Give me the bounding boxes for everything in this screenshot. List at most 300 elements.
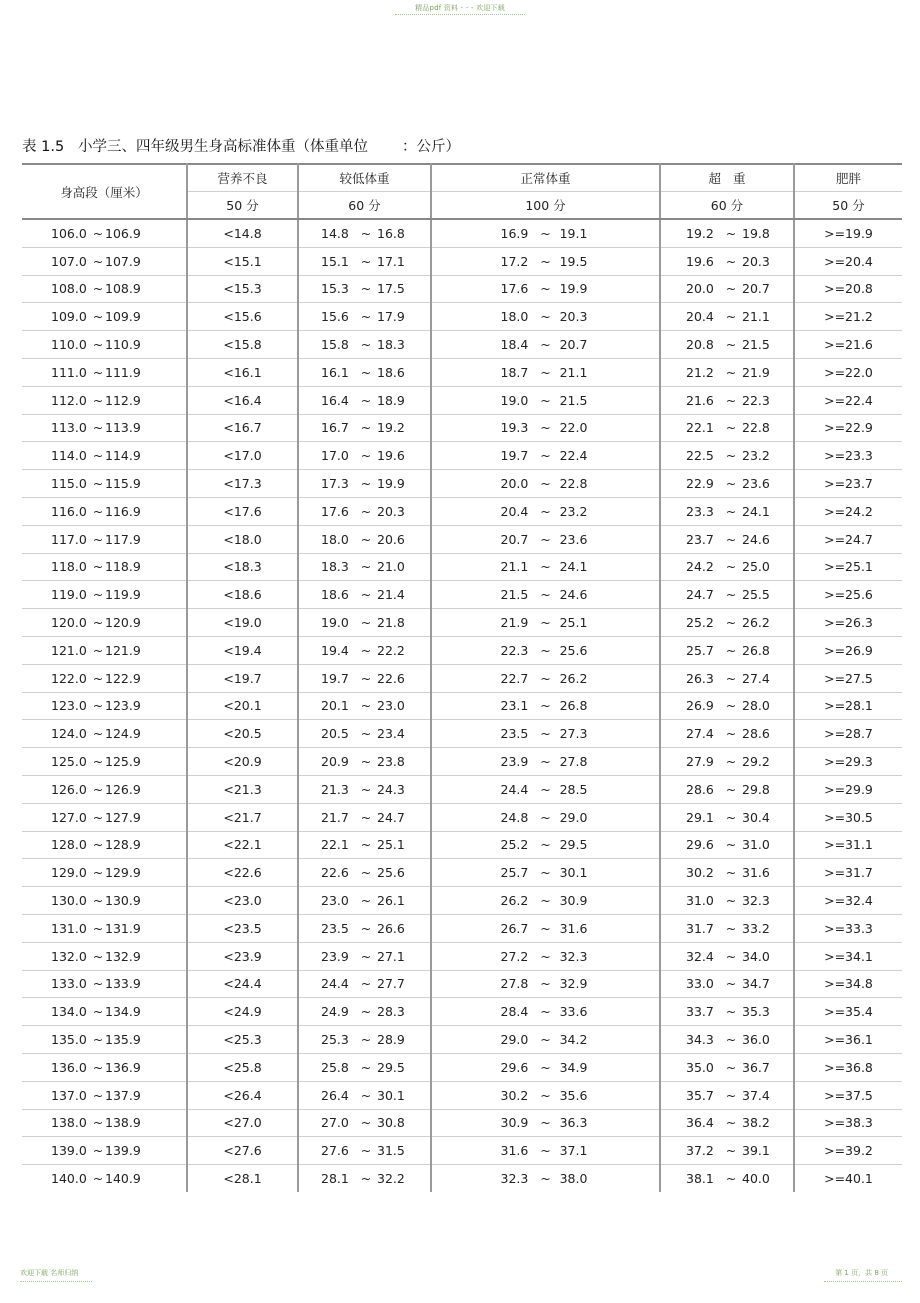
range-tilde: ~ — [92, 809, 104, 825]
undernourished-cell: <20.5 — [187, 720, 298, 748]
range-start: 31.7 — [686, 920, 714, 936]
range-start: 19.7 — [321, 670, 349, 686]
range-end: 125.9 — [105, 754, 141, 770]
range-end: 17.5 — [377, 281, 405, 297]
range-end: 24.3 — [377, 781, 405, 797]
overweight-cell — [660, 859, 794, 887]
range-end: 28.9 — [377, 1032, 405, 1047]
normal-weight-cell — [431, 636, 660, 664]
height-range-cell — [22, 720, 187, 748]
range-tilde: ~ — [92, 642, 104, 658]
range-value — [321, 810, 411, 825]
range-start: 37.2 — [686, 1143, 714, 1159]
height-range-cell — [22, 609, 187, 637]
table-row — [22, 581, 902, 609]
range-end: 26.8 — [559, 698, 588, 714]
range-tilde: ~ — [92, 1115, 104, 1131]
obese-cell: >=22.4 — [794, 386, 902, 414]
overweight-cell — [660, 1026, 794, 1054]
range-end: 37.4 — [742, 1087, 770, 1103]
overweight-cell — [660, 247, 794, 275]
range-value — [321, 782, 411, 797]
height-range-cell — [22, 859, 187, 887]
range-end: 40.0 — [742, 1170, 770, 1186]
range-end: 26.1 — [377, 893, 405, 909]
range-start: 26.9 — [686, 698, 714, 714]
page-indicator: 第 1 页，共 8 页 — [835, 1269, 888, 1277]
range-start: 24.2 — [686, 559, 714, 575]
range-end: 30.8 — [377, 1115, 405, 1131]
low-weight-cell — [298, 1109, 431, 1137]
range-tilde: ~ — [725, 392, 737, 408]
range-end: 34.2 — [559, 1032, 588, 1047]
range-end: 138.9 — [105, 1115, 141, 1131]
range-end: 124.9 — [105, 726, 141, 742]
normal-weight-cell — [431, 775, 660, 803]
range-tilde: ~ — [92, 1032, 104, 1047]
range-end: 25.6 — [559, 642, 588, 658]
range-value — [321, 615, 411, 630]
undernourished-cell: <17.6 — [187, 497, 298, 525]
range-value — [321, 865, 411, 880]
table-row — [22, 887, 902, 915]
score-header-obese: 50 分 — [794, 192, 902, 220]
range-value — [501, 587, 591, 602]
range-start: 19.0 — [500, 392, 529, 408]
range-value — [321, 337, 411, 352]
range-tilde: ~ — [360, 559, 372, 575]
undernourished-cell: <16.1 — [187, 358, 298, 386]
range-value — [51, 504, 145, 519]
range-start: 110.0 — [51, 337, 87, 353]
range-start: 27.8 — [500, 976, 529, 992]
range-end: 20.6 — [377, 531, 405, 547]
range-end: 29.5 — [377, 1059, 405, 1075]
range-tilde: ~ — [360, 976, 372, 992]
height-range-cell — [22, 998, 187, 1026]
low-weight-cell — [298, 720, 431, 748]
table-row — [22, 609, 902, 637]
range-value — [501, 1060, 591, 1075]
range-tilde: ~ — [540, 976, 551, 992]
undernourished-cell: <28.1 — [187, 1165, 298, 1192]
range-end: 33.6 — [559, 1004, 588, 1020]
overweight-cell — [660, 275, 794, 303]
range-value — [686, 504, 776, 519]
range-end: 25.1 — [377, 837, 405, 853]
range-tilde: ~ — [360, 698, 372, 714]
range-end: 20.3 — [377, 503, 405, 519]
range-value — [51, 754, 145, 769]
range-tilde: ~ — [540, 253, 551, 269]
range-tilde: ~ — [540, 225, 551, 241]
range-value — [321, 448, 411, 463]
range-start: 20.7 — [500, 531, 529, 547]
range-tilde: ~ — [360, 309, 372, 325]
range-value — [321, 309, 411, 324]
range-value — [501, 893, 591, 908]
range-start: 20.5 — [321, 726, 349, 742]
height-range-cell — [22, 275, 187, 303]
range-end: 24.6 — [742, 531, 770, 547]
range-value — [501, 254, 591, 269]
range-end: 20.3 — [559, 309, 588, 325]
range-start: 23.3 — [686, 503, 714, 519]
undernourished-cell: <17.3 — [187, 470, 298, 498]
range-tilde: ~ — [540, 837, 551, 853]
table-row — [22, 1137, 902, 1165]
obese-cell: >=26.3 — [794, 609, 902, 637]
range-value — [51, 921, 145, 936]
normal-weight-cell — [431, 470, 660, 498]
range-end: 17.1 — [377, 253, 405, 269]
range-end: 21.4 — [377, 587, 405, 603]
range-start: 17.3 — [321, 476, 349, 492]
range-end: 30.9 — [559, 893, 588, 909]
range-tilde: ~ — [360, 337, 372, 353]
height-range-cell — [22, 1053, 187, 1081]
undernourished-cell: <15.3 — [187, 275, 298, 303]
table-row — [22, 859, 902, 887]
obese-cell: >=24.7 — [794, 525, 902, 553]
range-start: 15.6 — [321, 309, 349, 325]
range-tilde: ~ — [725, 559, 737, 575]
obese-cell: >=30.5 — [794, 803, 902, 831]
low-weight-cell — [298, 358, 431, 386]
range-value — [501, 1143, 591, 1158]
range-end: 26.2 — [742, 615, 770, 631]
range-tilde: ~ — [725, 698, 737, 714]
range-tilde: ~ — [92, 1004, 104, 1020]
undernourished-cell: <24.4 — [187, 970, 298, 998]
range-value — [686, 1143, 776, 1158]
range-end: 23.0 — [377, 698, 405, 714]
range-value — [321, 365, 411, 380]
range-value — [686, 837, 776, 852]
normal-weight-cell — [431, 331, 660, 359]
undernourished-cell: <19.4 — [187, 636, 298, 664]
range-start: 20.9 — [321, 754, 349, 770]
table-row — [22, 692, 902, 720]
download-banner: 精品pdf 资料 - - - 欢迎下载 — [415, 4, 505, 12]
range-start: 15.8 — [321, 337, 349, 353]
normal-weight-cell — [431, 1081, 660, 1109]
range-tilde: ~ — [725, 754, 737, 770]
range-value — [51, 337, 145, 352]
range-start: 38.1 — [686, 1170, 714, 1186]
range-end: 121.9 — [105, 642, 141, 658]
range-value — [686, 893, 776, 908]
range-start: 20.8 — [686, 337, 714, 353]
obese-cell: >=31.1 — [794, 831, 902, 859]
range-tilde: ~ — [725, 893, 737, 909]
range-start: 26.2 — [500, 893, 529, 909]
range-tilde: ~ — [540, 893, 551, 909]
range-value — [501, 1171, 591, 1186]
range-value — [686, 1032, 776, 1047]
range-end: 19.5 — [559, 253, 588, 269]
obese-cell: >=22.9 — [794, 414, 902, 442]
range-tilde: ~ — [360, 1059, 372, 1075]
range-value — [686, 532, 776, 547]
table-row — [22, 720, 902, 748]
undernourished-cell: <19.7 — [187, 664, 298, 692]
range-start: 18.3 — [321, 559, 349, 575]
normal-weight-cell — [431, 859, 660, 887]
low-weight-cell — [298, 775, 431, 803]
overweight-cell — [660, 664, 794, 692]
height-range-cell — [22, 748, 187, 776]
obese-cell: >=21.2 — [794, 303, 902, 331]
range-tilde: ~ — [92, 281, 104, 297]
obese-cell: >=28.1 — [794, 692, 902, 720]
obese-cell: >=20.4 — [794, 247, 902, 275]
obese-cell: >=23.3 — [794, 442, 902, 470]
range-start: 26.4 — [321, 1087, 349, 1103]
range-start: 18.0 — [500, 309, 529, 325]
range-tilde: ~ — [360, 809, 372, 825]
range-value — [51, 559, 145, 574]
range-end: 132.9 — [105, 948, 141, 964]
range-start: 30.2 — [500, 1087, 529, 1103]
range-tilde: ~ — [92, 559, 104, 575]
range-value — [501, 865, 591, 880]
range-start: 113.0 — [51, 420, 87, 436]
range-end: 33.2 — [742, 920, 770, 936]
range-start: 119.0 — [51, 587, 87, 603]
normal-weight-cell — [431, 692, 660, 720]
range-start: 29.1 — [686, 809, 714, 825]
range-tilde: ~ — [360, 615, 372, 631]
range-end: 23.2 — [742, 448, 770, 464]
obese-cell: >=27.5 — [794, 664, 902, 692]
undernourished-cell: <20.1 — [187, 692, 298, 720]
range-value — [501, 921, 591, 936]
range-tilde: ~ — [725, 781, 737, 797]
overweight-cell — [660, 609, 794, 637]
range-value — [686, 448, 776, 463]
range-start: 33.7 — [686, 1004, 714, 1020]
range-start: 120.0 — [51, 615, 87, 631]
range-start: 138.0 — [51, 1115, 87, 1131]
range-end: 29.2 — [742, 754, 770, 770]
overweight-cell — [660, 303, 794, 331]
range-end: 19.1 — [559, 225, 588, 241]
range-tilde: ~ — [725, 281, 737, 297]
range-start: 21.5 — [500, 587, 529, 603]
range-tilde: ~ — [725, 615, 737, 631]
range-end: 136.9 — [105, 1059, 141, 1075]
range-end: 32.3 — [559, 948, 588, 964]
range-tilde: ~ — [540, 809, 551, 825]
range-tilde: ~ — [540, 448, 551, 464]
overweight-cell — [660, 581, 794, 609]
range-tilde: ~ — [540, 476, 551, 492]
range-tilde: ~ — [360, 726, 372, 742]
range-tilde: ~ — [540, 531, 551, 547]
range-start: 16.7 — [321, 420, 349, 436]
range-value — [686, 226, 776, 241]
range-value — [51, 671, 145, 686]
range-end: 112.9 — [105, 392, 141, 408]
height-range-cell — [22, 581, 187, 609]
range-end: 38.2 — [742, 1115, 770, 1131]
range-end: 118.9 — [105, 559, 141, 575]
range-tilde: ~ — [92, 615, 104, 631]
overweight-cell — [660, 386, 794, 414]
score-header-overweight: 60 分 — [660, 192, 794, 220]
range-start: 107.0 — [51, 253, 87, 269]
range-tilde: ~ — [725, 1143, 737, 1159]
range-tilde: ~ — [725, 920, 737, 936]
range-value — [686, 726, 776, 741]
range-value — [51, 615, 145, 630]
table-row — [22, 497, 902, 525]
normal-weight-cell — [431, 219, 660, 247]
range-tilde: ~ — [92, 893, 104, 909]
range-start: 21.9 — [500, 615, 529, 631]
range-start: 109.0 — [51, 309, 87, 325]
undernourished-cell: <25.3 — [187, 1026, 298, 1054]
range-value — [321, 698, 411, 713]
range-tilde: ~ — [360, 448, 372, 464]
range-end: 31.6 — [559, 920, 588, 936]
normal-weight-cell — [431, 914, 660, 942]
range-start: 20.4 — [500, 503, 529, 519]
range-value — [321, 226, 411, 241]
range-tilde: ~ — [540, 503, 551, 519]
range-start: 23.0 — [321, 893, 349, 909]
overweight-cell — [660, 998, 794, 1026]
obese-cell: >=31.7 — [794, 859, 902, 887]
obese-cell: >=32.4 — [794, 887, 902, 915]
range-end: 36.0 — [742, 1032, 770, 1047]
overweight-cell — [660, 358, 794, 386]
range-tilde: ~ — [725, 364, 737, 380]
range-tilde: ~ — [92, 476, 104, 492]
table-row — [22, 358, 902, 386]
normal-weight-cell — [431, 525, 660, 553]
undernourished-cell: <18.0 — [187, 525, 298, 553]
range-tilde: ~ — [725, 587, 737, 603]
range-start: 130.0 — [51, 893, 87, 909]
range-tilde: ~ — [540, 1115, 551, 1131]
range-start: 135.0 — [51, 1032, 87, 1047]
range-end: 22.4 — [559, 448, 588, 464]
range-tilde: ~ — [360, 225, 372, 241]
range-value — [51, 865, 145, 880]
range-end: 32.9 — [559, 976, 588, 992]
range-tilde: ~ — [540, 1143, 551, 1159]
low-weight-cell — [298, 525, 431, 553]
undernourished-cell: <22.1 — [187, 831, 298, 859]
range-tilde: ~ — [360, 1032, 372, 1047]
range-start: 29.6 — [686, 837, 714, 853]
range-end: 113.9 — [105, 420, 141, 436]
range-value — [686, 1115, 776, 1130]
range-tilde: ~ — [725, 1004, 737, 1020]
overweight-cell — [660, 914, 794, 942]
range-tilde: ~ — [92, 837, 104, 853]
range-tilde: ~ — [725, 531, 737, 547]
range-start: 21.3 — [321, 781, 349, 797]
range-tilde: ~ — [725, 1032, 737, 1047]
range-tilde: ~ — [360, 948, 372, 964]
low-weight-cell — [298, 942, 431, 970]
normal-weight-cell — [431, 497, 660, 525]
overweight-cell — [660, 525, 794, 553]
range-value — [321, 754, 411, 769]
range-value — [51, 254, 145, 269]
range-start: 16.9 — [500, 225, 529, 241]
range-end: 26.8 — [742, 642, 770, 658]
obese-cell: >=20.8 — [794, 275, 902, 303]
height-range-cell — [22, 831, 187, 859]
obese-cell: >=23.7 — [794, 470, 902, 498]
range-start: 118.0 — [51, 559, 87, 575]
range-end: 126.9 — [105, 781, 141, 797]
range-value — [51, 643, 145, 658]
range-tilde: ~ — [360, 642, 372, 658]
range-end: 27.8 — [559, 754, 588, 770]
range-value — [51, 726, 145, 741]
range-tilde: ~ — [725, 1059, 737, 1075]
normal-weight-cell — [431, 247, 660, 275]
height-range-cell — [22, 1109, 187, 1137]
table-row — [22, 470, 902, 498]
low-weight-cell — [298, 581, 431, 609]
range-tilde: ~ — [360, 420, 372, 436]
range-value — [321, 1032, 411, 1047]
range-end: 134.9 — [105, 1004, 141, 1020]
low-weight-cell — [298, 803, 431, 831]
overweight-cell — [660, 775, 794, 803]
range-end: 24.1 — [559, 559, 588, 575]
range-tilde: ~ — [725, 837, 737, 853]
range-tilde: ~ — [725, 948, 737, 964]
range-end: 22.6 — [377, 670, 405, 686]
range-value — [501, 365, 591, 380]
low-weight-cell — [298, 1026, 431, 1054]
low-weight-cell — [298, 497, 431, 525]
undernourished-cell: <27.0 — [187, 1109, 298, 1137]
range-start: 21.6 — [686, 392, 714, 408]
range-start: 111.0 — [51, 364, 87, 380]
height-range-cell — [22, 442, 187, 470]
range-end: 16.8 — [377, 225, 405, 241]
overweight-cell — [660, 887, 794, 915]
table-title-main: 表 1.5 小学三、四年级男生身高标准体重（体重单位 — [22, 139, 368, 155]
range-tilde: ~ — [540, 1004, 551, 1020]
normal-weight-cell — [431, 386, 660, 414]
range-start: 28.6 — [686, 781, 714, 797]
range-end: 28.6 — [742, 726, 770, 742]
table-row — [22, 970, 902, 998]
range-end: 31.0 — [742, 837, 770, 853]
obese-cell: >=33.3 — [794, 914, 902, 942]
range-value — [686, 420, 776, 435]
range-value — [501, 448, 591, 463]
low-weight-cell — [298, 831, 431, 859]
range-start: 117.0 — [51, 531, 87, 547]
range-tilde: ~ — [540, 337, 551, 353]
range-start: 21.1 — [500, 559, 529, 575]
range-value — [51, 1171, 145, 1186]
range-start: 20.0 — [686, 281, 714, 297]
range-start: 127.0 — [51, 809, 87, 825]
table-row — [22, 247, 902, 275]
height-range-cell — [22, 386, 187, 414]
